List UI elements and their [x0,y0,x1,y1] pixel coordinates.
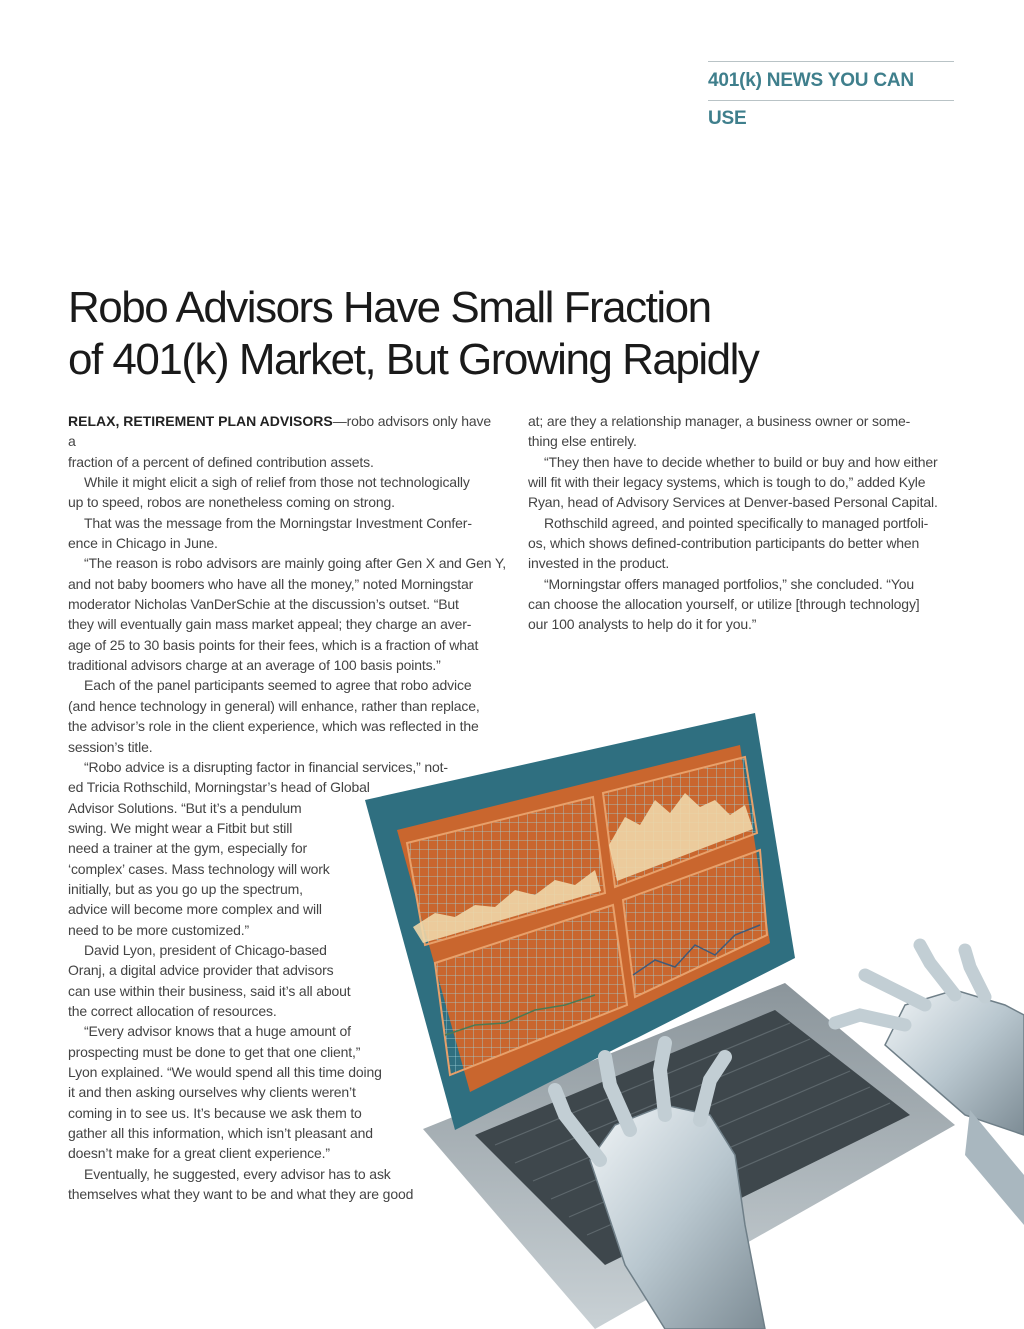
text-line: they will eventually gain mass market appeal; they charge an aver- [68,616,472,633]
text-line: initially, but as you go up the spectrum, [68,880,303,897]
text-line: doesn’t make for a great client experience.” [68,1145,330,1162]
text-line: Oranj, a digital advice provider that advisors [68,962,334,979]
text-line: moderator Nicholas VanDerSchie at the discussion’s outset. “But [68,596,459,613]
article-paragraph [68,675,498,695]
lead-in: RELAX, RETIREMENT PLAN ADVISORS [68,413,333,429]
text-line: up to speed, robos are nonetheless coming on strong. [68,494,395,511]
text-line: the correct allocation of resources. [68,1002,277,1019]
text-line: os, which shows defined-contribution participants do better when [528,535,920,552]
article-paragraph [68,533,498,553]
article-paragraph [528,452,953,472]
robot-laptop-illustration [365,705,1024,1329]
text-line: “Every advisor knows that a huge amount of [84,1023,351,1040]
text-line: prospecting must be done to get that one client,” [68,1043,361,1060]
text-line: fraction of a percent of defined contribution assets. [68,453,374,470]
text-line: “They then have to decide whether to build or buy and how either [544,453,938,470]
text-line: and not baby boomers who have all the money,” noted Morningstar [68,575,474,592]
text-line: need a trainer at the gym, especially for [68,840,307,857]
article-paragraph [68,553,506,573]
text-line: session’s title. [68,738,153,755]
text-line: ence in Chicago in June. [68,535,218,552]
text-line: gather all this information, which isn’t pleasant and [68,1125,373,1142]
text-line: “The reason is robo advisors are mainly going after Gen X and Gen Y, [84,555,506,572]
article-headline [68,282,888,386]
article-paragraph [68,411,498,472]
article-paragraph [528,594,953,635]
section-label: 401(k) NEWS YOU CAN USE [708,61,954,101]
text-line: it and then asking ourselves why clients weren’t [68,1084,356,1101]
text-line: advice will become more complex and will [68,901,322,918]
article-paragraph [528,411,953,452]
text-line: will fit with their legacy systems, which is tough to do,” added Kyle [528,474,926,491]
article-paragraph [68,472,498,492]
text-line: at; are they a relationship manager, a business owner or some- [528,413,911,429]
article-paragraph [68,574,498,676]
text-line: the advisor’s role in the client experience, which was reflected in the [68,718,479,735]
text-line: our 100 analysts to help do it for you.” [528,616,757,633]
article-paragraph [68,513,498,533]
text-line: That was the message from the Morningstar Investment Confer- [84,514,472,531]
text-line: invested in the product. [528,555,670,572]
article-paragraph [528,574,953,594]
text-line: ed Tricia Rothschild, Morningstar’s head of Global [68,779,370,796]
text-line: —robo advisors only have a [68,413,491,450]
text-line: traditional advisors charge at an average of 100 basis points.” [68,657,441,674]
text-line: thing else entirely. [528,433,637,450]
text-line: swing. We might wear a Fitbit but still [68,819,293,836]
text-line: coming in to see us. It’s because we ask them to [68,1104,362,1121]
article-paragraph [528,472,953,513]
text-line: Each of the panel participants seemed to agree that robo advice [84,677,472,694]
article-paragraph [528,533,953,574]
text-line: themselves what they want to be and what they are good [68,1186,414,1203]
text-line: ‘complex’ cases. Mass technology will work [68,860,330,877]
text-line: David Lyon, president of Chicago-based [84,941,327,958]
text-line: need to be more customized.” [68,921,250,938]
text-line: “Robo advice is a disrupting factor in financial services,” not- [84,758,448,775]
text-line: While it might elicit a sigh of relief from those not technologically [84,474,470,491]
article-column-right [528,411,953,635]
text-line: Eventually, he suggested, every advisor has to ask [84,1165,391,1182]
headline-line-1: Robo Advisors Have Small Fraction [68,283,711,332]
text-line: Rothschild agreed, and pointed specifically to managed portfoli- [544,514,929,531]
text-line: (and hence technology in general) will enhance, rather than replace, [68,697,480,714]
article-paragraph [528,513,953,533]
text-line: Ryan, head of Advisory Services at Denver-based Personal Capital. [528,494,938,511]
text-line: Lyon explained. “We would spend all this time doing [68,1064,382,1080]
text-line: can use within their business, said it’s all about [68,982,351,999]
text-line: “Morningstar offers managed portfolios,” she concluded. “You [544,575,914,592]
headline-line-2: of 401(k) Market, But Growing Rapidly [68,335,759,384]
text-line: Advisor Solutions. “But it’s a pendulum [68,799,302,816]
text-line: age of 25 to 30 basis points for their fees, which is a fraction of what [68,636,479,653]
article-paragraph [68,492,498,512]
text-line: can choose the allocation yourself, or utilize [through technology] [528,596,920,613]
